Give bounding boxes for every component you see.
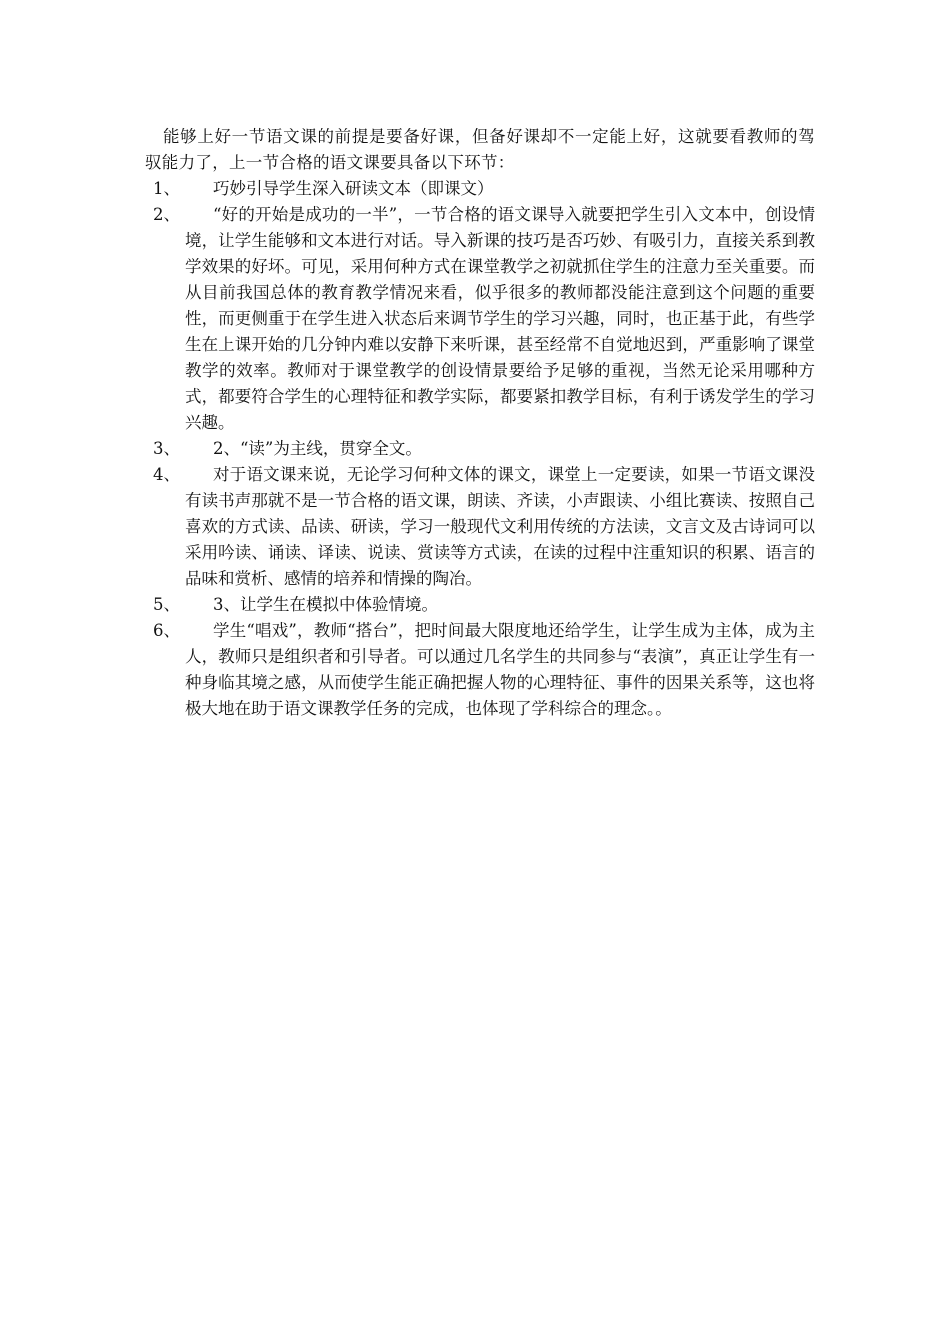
document-body	[145, 124, 815, 722]
list-item-text: 对于语文课来说，无论学习何种文体的课文，课堂上一定要读，如果一节语文课没有读书声那就不是一节合格的语文课，朗读、齐读，小声跟读、小组比赛读、按照自己喜欢的方式读、品读、研读，学习一般现代文利用传统的方法读，文言文及古诗词可以采用吟读、诵读、译读、说读、赏读等方式读，在读的过程中注重知识的积累、语言的品味和赏析、感情的培养和情操的陶冶。	[185, 465, 815, 588]
list-item-text: “好的开始是成功的一半”，一节合格的语文课导入就要把学生引入文本中，创设情境，让学生能够和文本进行对话。导入新课的技巧是否巧妙、有吸引力，直接关系到教学效果的好坏。可见，采用何种方式在课堂教学之初就抓住学生的注意力至关重要。而从目前我国总体的教育教学情况来看，似乎很多的教师都没能注意到这个问题的重要性，而更侧重于在学生进入状态后来调节学生的学习兴趣，同时，也正基于此，有些学生在上课开始的几分钟内难以安静下来听课，甚至经常不自觉地迟到，严重影响了课堂教学的效率。教师对于课堂教学的创设情景要给予足够的重视，当然无论采用哪种方式，都要符合学生的心理特征和教学实际，都要紧扣教学目标，有利于诱发学生的学习兴趣。	[185, 205, 815, 432]
list-item	[145, 436, 815, 462]
list-item-number: 2、	[153, 205, 180, 224]
list-item-text: 2、“读”为主线，贯穿全文。	[213, 439, 422, 458]
list-item-number: 4、	[153, 465, 180, 484]
list-item	[145, 618, 815, 722]
list-item	[145, 202, 815, 436]
intro-paragraph: 能够上好一节语文课的前提是要备好课，但备好课却不一定能上好，这就要看教师的驾驭能力了，上一节合格的语文课要具备以下环节：	[145, 127, 815, 172]
list-item-number: 5、	[153, 595, 180, 614]
list-item-text: 3、让学生在模拟中体验情境。	[213, 595, 438, 614]
list-item-text: 巧妙引导学生深入研读文本（即课文）	[213, 179, 494, 198]
list-item-number: 6、	[153, 621, 180, 640]
list-item-number: 3、	[153, 439, 180, 458]
list-item-number: 1、	[153, 179, 180, 198]
list-item-text: 学生“唱戏”，教师“搭台”，把时间最大限度地还给学生，让学生成为主体，成为主人，教师只是组织者和引导者。可以通过几名学生的共同参与“表演”，真正让学生有一种身临其境之感，从而使学生能正确把握人物的心理特征、事件的因果关系等，这也将极大地在助于语文课教学任务的完成，也体现了学科综合的理念。。	[185, 621, 815, 718]
numbered-list	[145, 176, 815, 722]
list-item	[145, 592, 815, 618]
list-item	[145, 462, 815, 592]
list-item	[145, 176, 815, 202]
